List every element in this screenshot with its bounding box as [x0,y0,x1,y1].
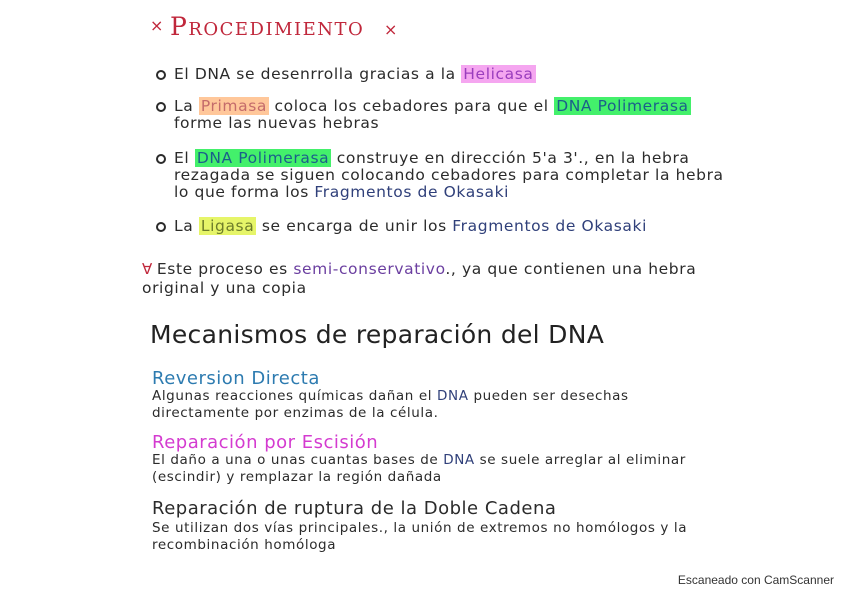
paragraph-reparacion-escision: El daño a una o unas cuantas bases de DNA se suele arreglar al eliminar (escindir) y remplazar la región dañada [152,452,686,485]
scanner-watermark: Escaneado con CamScanner [677,573,834,587]
okasaki-fragments-term: Fragmentos de Okasaki [452,217,647,235]
semi-conservative-note: ∀ Este proceso es semi-conservativo., ya que contienen una hebra original y una copia [142,260,697,297]
decor-x-left: × [150,16,164,35]
page-title: Procedimiento [170,12,365,41]
highlight-ligasa: Ligasa [200,217,255,235]
bullet-icon [156,70,166,80]
subheading-ruptura-doble-cadena: Reparación de ruptura de la Doble Cadena [152,498,557,519]
bullet-icon [156,154,166,164]
list-item: El DNA se desenrrolla gracias a la Helicasa [158,66,738,83]
bullet-icon [156,102,166,112]
highlight-dna-polimerasa: DNA Polimerasa [556,97,689,115]
paragraph-reversion-directa: Algunas reacciones químicas dañan el DNA pueden ser desechas directamente por enzimas de la célula. [152,388,629,421]
list-item: La Primasa coloca los cebadores para que el DNA Polimerasa forme las nuevas hebras [158,98,738,132]
note-mark-icon: ∀ [142,260,153,278]
subheading-reparacion-escision: Reparación por Escisión [152,432,379,453]
highlight-primasa: Primasa [200,97,267,115]
section-heading: Mecanismos de reparación del DNA [150,320,605,349]
highlight-helicasa: Helicasa [463,65,534,83]
highlight-dna-polimerasa: DNA Polimerasa [196,149,330,167]
semi-conservative-term: semi-conservativo [293,260,446,278]
subheading-reversion-directa: Reversion Directa [152,368,320,389]
okasaki-fragments-term: Fragmentos de Okasaki [314,183,510,201]
paragraph-ruptura-doble-cadena: Se utilizan dos vías principales., la unión de extremos no homólogos y la recombinación homóloga [152,520,688,553]
list-item: El DNA Polimerasa construye en dirección 5'a 3'., en la hebra rezagada se siguen colocando cebadores para completar la hebra lo que forma los Fragmentos de Okasaki [158,150,738,201]
list-item: La Ligasa se encarga de unir los Fragmentos de Okasaki [158,218,738,235]
bullet-icon [156,222,166,232]
decor-x-right: × [384,20,398,39]
